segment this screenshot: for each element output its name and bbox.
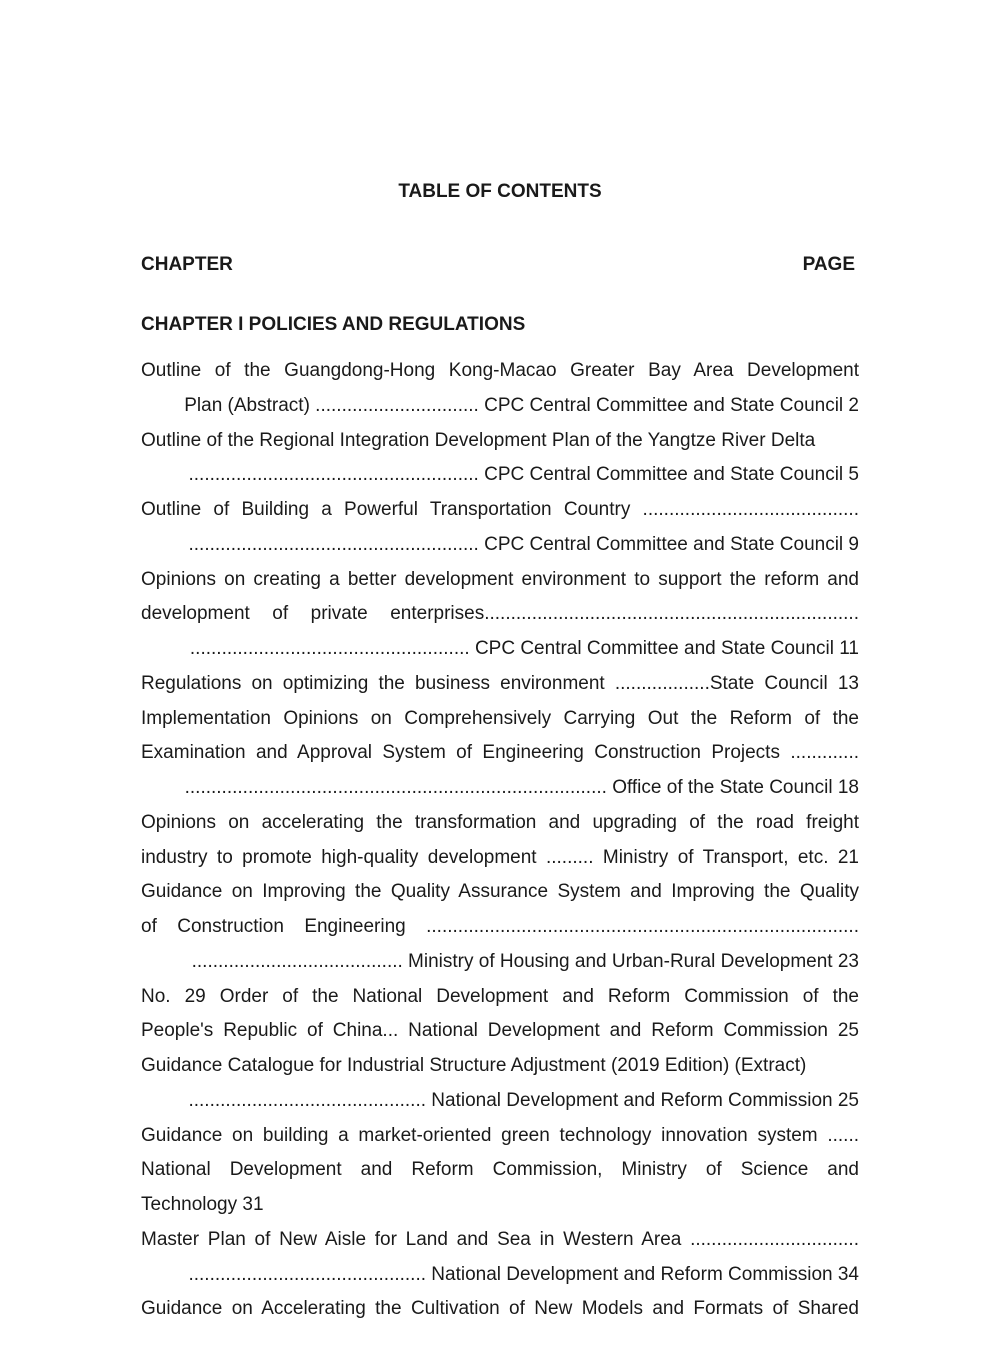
toc-line: ................................................................................ Office of the State Council 18 <box>184 777 859 798</box>
toc-line: Opinions on accelerating the transformation and upgrading of the road freight <box>141 811 859 833</box>
toc-line: Guidance on Accelerating the Cultivation of New Models and Formats of Shared <box>141 1298 859 1320</box>
page-column-header: PAGE <box>802 254 855 275</box>
column-headers <box>141 253 855 277</box>
toc-line: ....................................................... CPC Central Committee and State Council 5 <box>188 464 859 486</box>
toc-line: National Development and Reform Commission, Ministry of Science and <box>141 1159 859 1181</box>
toc-line: Implementation Opinions on Comprehensively Carrying Out the Reform of the <box>141 707 859 729</box>
toc-line: of Construction Engineering .................................................................................. <box>141 916 859 937</box>
toc-line: Outline of the Guangdong-Hong Kong-Macao Greater Bay Area Development <box>141 360 859 381</box>
toc-line: Outline of the Regional Integration Development Plan of the Yangtze River Delta <box>141 429 816 451</box>
toc-line: Regulations on optimizing the business environment ..................State Council 13 <box>141 672 859 694</box>
toc-line: Plan (Abstract) ............................... CPC Central Committee and State Council 2 <box>184 394 859 416</box>
toc-line: No. 29 Order of the National Development and Reform Commission of the <box>141 985 859 1007</box>
toc-line: development of private enterprises....................................................................... <box>141 603 859 625</box>
toc-line: ..................................................... CPC Central Committee and State Council 11 <box>189 638 859 659</box>
toc-line: ............................................. National Development and Reform Commission 34 <box>188 1263 859 1285</box>
toc-line: Examination and Approval System of Engineering Construction Projects ............. <box>141 742 859 764</box>
chapter-heading: CHAPTER I POLICIES AND REGULATIONS <box>141 314 526 335</box>
toc-line: Outline of Building a Powerful Transportation Country ......................................... <box>141 499 859 520</box>
toc-line: Master Plan of New Aisle for Land and Sea in Western Area ................................ <box>141 1228 859 1250</box>
page-title: TABLE OF CONTENTS <box>398 181 602 202</box>
toc-line: Guidance on Improving the Quality Assurance System and Improving the Quality <box>141 881 859 903</box>
toc-line: Opinions on creating a better development environment to support the reform and <box>141 568 859 590</box>
toc-line: ........................................ Ministry of Housing and Urban-Rural Development 23 <box>191 950 859 972</box>
toc-line: Technology 31 <box>141 1194 264 1215</box>
chapter-column-header: CHAPTER <box>141 254 233 275</box>
toc-list <box>141 354 859 1327</box>
toc-line: Guidance Catalogue for Industrial Structure Adjustment (2019 Edition) (Extract) <box>141 1055 807 1076</box>
toc-line: ............................................. National Development and Reform Commission 25 <box>188 1089 859 1111</box>
toc-line: People's Republic of China... National Development and Reform Commission 25 <box>141 1020 859 1042</box>
toc-line: Guidance on building a market-oriented green technology innovation system ...... <box>141 1124 859 1146</box>
toc-line: industry to promote high-quality development ......... Ministry of Transport, etc. 21 <box>141 846 859 868</box>
toc-line: ....................................................... CPC Central Committee and State Council 9 <box>188 533 859 555</box>
